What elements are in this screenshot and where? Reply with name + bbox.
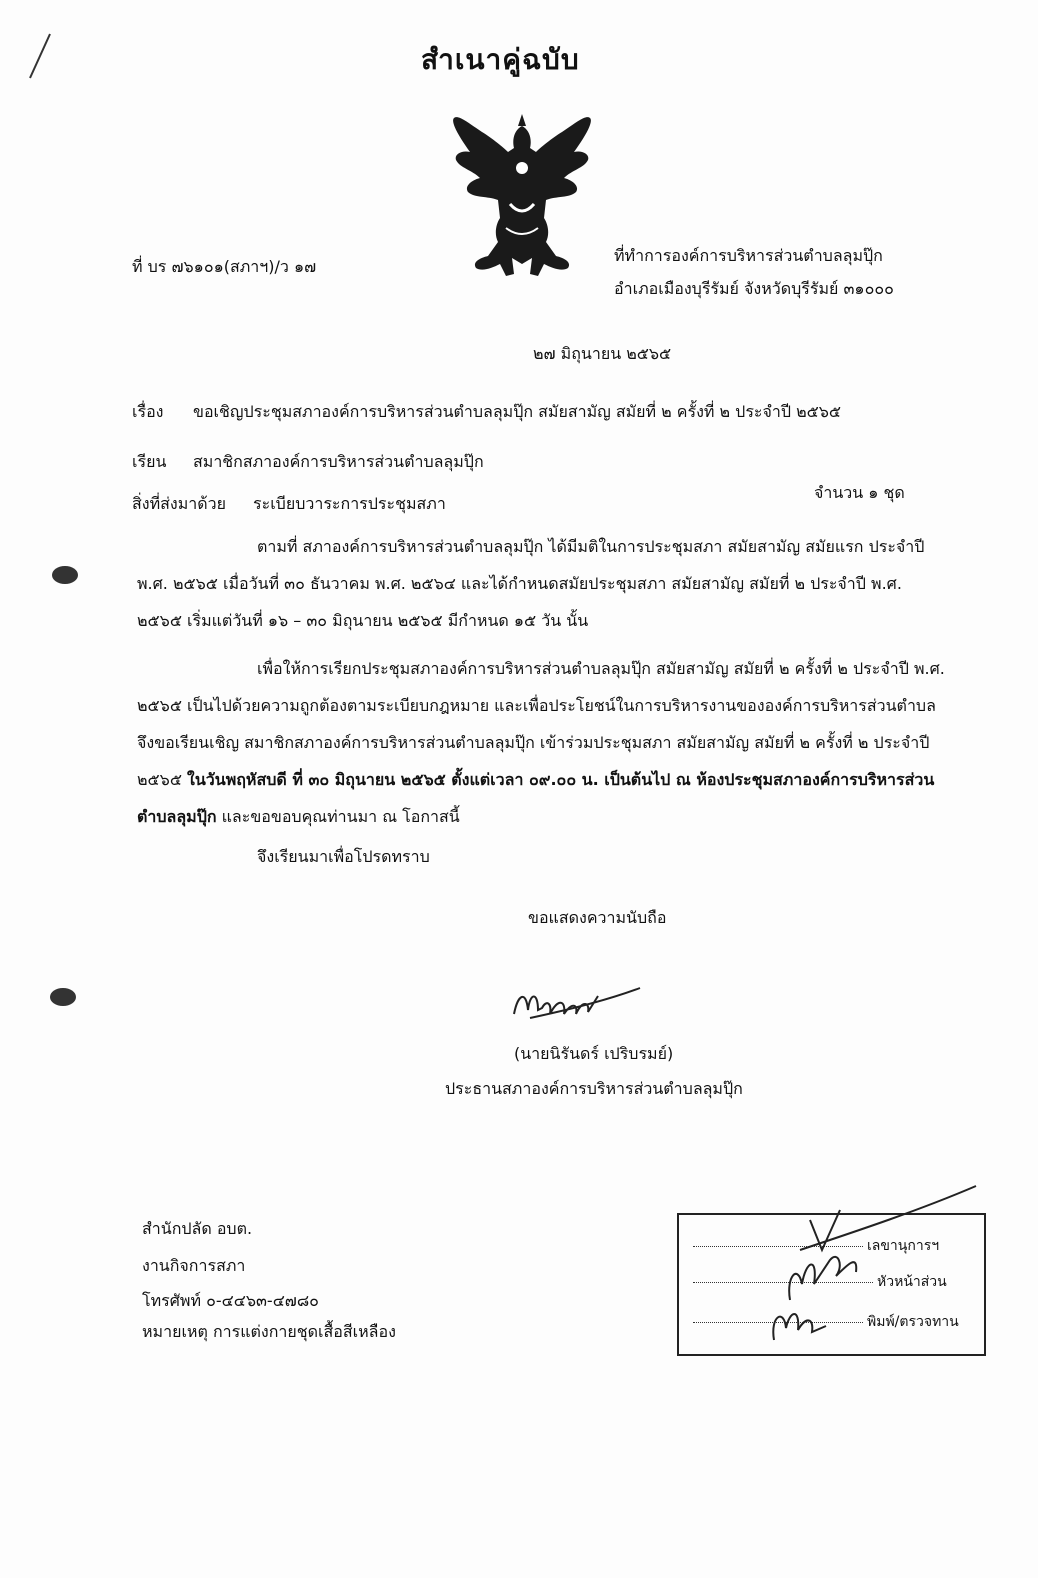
- enclosure-label: สิ่งที่ส่งมาด้วย: [132, 494, 226, 513]
- signature-mark: [508, 980, 648, 1026]
- document-date: ๒๗ มิถุนายน ๒๕๖๕: [533, 344, 672, 363]
- body-paragraph-2: [137, 650, 947, 835]
- closing-line: จึงเรียนมาเพื่อโปรดทราบ: [257, 847, 430, 866]
- signer-position: ประธานสภาองค์การบริหารส่วนตำบลลุมปุ๊ก: [445, 1079, 743, 1098]
- approval-row-label: หัวหน้าส่วน: [877, 1274, 947, 1290]
- subject-text: ขอเชิญประชุมสภาองค์การบริหารส่วนตำบลลุมปุ๊ก สมัยสามัญ สมัยที่ ๒ ครั้งที่ ๒ ประจำปี ๒๕๖๕: [193, 402, 842, 421]
- pen-mark-icon: [26, 32, 56, 82]
- paragraph-2-text: เพื่อให้การเรียกประชุมสภาองค์การบริหารส่วนตำบลลุมปุ๊ก สมัยสามัญ สมัยที่ ๒ ครั้งที่ ๒ ประจำปี พ.ศ. ๒๕๖๕ เป็นไปด้วยความถูกต้องตามระเบียบกฎหมาย และเพื่อประโยชน์ในการบริหารงานขององค์การบริหารส่วนตำบล จึงขอเรียนเชิญ สมาชิกสภาองค์การบริหารส่วนตำบลลุมปุ๊ก เข้าร่วมประชุมสภา สมัยสามัญ สมัยที่ ๒ ครั้งที่ ๒ ประจำปี ๒๕๖๕: [137, 659, 945, 789]
- recipient-text: สมาชิกสภาองค์การบริหารส่วนตำบลลุมปุ๊ก: [193, 452, 484, 471]
- footer-division: งานกิจการสภา: [142, 1256, 246, 1275]
- footer-phone: โทรศัพท์ ๐-๔๔๖๓-๔๗๘๐: [142, 1291, 319, 1310]
- approval-row-label: เลขานุการฯ: [867, 1238, 940, 1254]
- footer-note: หมายเหตุ การแต่งกายชุดเสื้อสีเหลือง: [142, 1322, 396, 1341]
- enclosure-quantity: จำนวน ๑ ชุด: [814, 483, 905, 502]
- meeting-details: ในวันพฤหัสบดี ที่ ๓๐ มิถุนายน ๒๕๖๕ ตั้งแต่เวลา ๐๙.๐๐ น. เป็นต้นไป ณ ห้องประชุมสภาองค์การบริหารส่วนตำบลลุมปุ๊ก: [137, 770, 935, 826]
- approval-row-label: พิมพ์/ตรวจทาน: [867, 1314, 959, 1330]
- subject-label: เรื่อง: [132, 402, 164, 421]
- initials-mark: [740, 1180, 980, 1350]
- office-address-line2: อำเภอเมืองบุรีรัมย์ จังหวัดบุรีรัมย์ ๓๑๐๐๐: [614, 279, 894, 298]
- punch-hole: [50, 988, 76, 1006]
- paragraph-2-ending: และขอขอบคุณท่านมา ณ โอกาสนี้: [216, 807, 460, 826]
- doc-title: สำเนาคู่ฉบับ: [421, 43, 580, 76]
- office-address-line1: ที่ทำการองค์การบริหารส่วนตำบลลุมปุ๊ก: [614, 246, 883, 265]
- regards-line: ขอแสดงความนับถือ: [528, 908, 667, 927]
- body-paragraph-1: [137, 528, 947, 639]
- footer-office: สำนักปลัด อบต.: [142, 1219, 253, 1238]
- document-number: ที่ บร ๗๖๑๐๑(สภาฯ)/ว ๑๗: [132, 257, 317, 276]
- punch-hole: [52, 566, 78, 584]
- recipient-label: เรียน: [132, 452, 167, 471]
- enclosure-text: ระเบียบวาระการประชุมสภา: [253, 494, 446, 513]
- signer-name: (นายนิรันดร์ เปริบรมย์): [514, 1044, 674, 1063]
- paragraph-1-text: ตามที่ สภาองค์การบริหารส่วนตำบลลุมปุ๊ก ได้มีมติในการประชุมสภา สมัยสามัญ สมัยแรก ประจำปี พ.ศ. ๒๕๖๕ เมื่อวันที่ ๓๐ ธันวาคม พ.ศ. ๒๕๖๔ และได้กำหนดสมัยประชุมสภา สมัยสามัญ สมัยที่ ๒ ประจำปี พ.ศ. ๒๕๖๕ เริ่มแต่วันที่ ๑๖ – ๓๐ มิถุนายน ๒๕๖๕ มีกำหนด ๑๕ วัน นั้น: [137, 537, 925, 630]
- garuda-emblem-icon: [448, 108, 596, 288]
